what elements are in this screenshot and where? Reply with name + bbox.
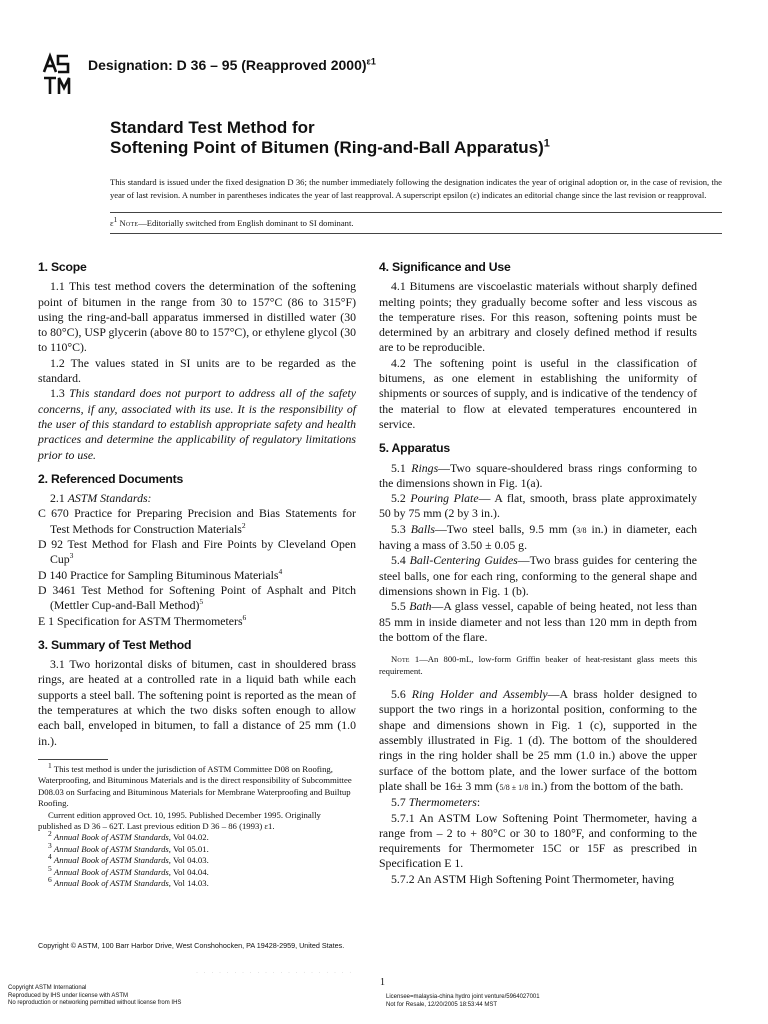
issued-note: This standard is issued under the fixed designation D 36; the number immediately following the designation indicates the year of original adoption or, in the case of revision, the year of last revision. A number in parentheses indicates the year of last reapproval. A superscript epsilon (ε) indicates an editorial change since the last revision or reapproval. bbox=[110, 177, 722, 200]
astm-logo bbox=[40, 52, 78, 98]
paragraph: 4.1 Bitumens are viscoelastic materials without sharply defined melting points; they gradually become softer and less viscous as the temperature rises. For this reason, softening points must be determined by an arbitrary and closely defined method if results are to be reproducible. bbox=[379, 279, 697, 355]
left-column bbox=[38, 260, 356, 758]
footer-license-right: Licensee=malaysia-china hydro joint venture/5964027001 Not for Resale, 12/20/2005 18:53:44 MST bbox=[386, 994, 540, 1008]
reference-item: C 670 Practice for Preparing Precision and Bias Statements for Test Methods for Construction Materials$^2$ bbox=[38, 506, 356, 536]
footnote: $^3$ Annual Book of ASTM Standards, Vol 05.01. bbox=[48, 840, 209, 854]
reference-item: E 1 Specification for ASTM Thermometers$^6$ bbox=[38, 612, 247, 628]
faint-watermark: · · · · · · · · · · · · · · · · · · · · · bbox=[196, 970, 354, 976]
paragraph: 3.1 Two horizontal disks of bitumen, cast in shouldered brass rings, are heated at a controlled rate in a liquid bath while each supports a steel ball. The softening point is reported as the mean of the temperatures at which the two disks soften enough to allow each ball, enveloped in bitumen, to fall a distance of 25 mm (1.0 in.). bbox=[38, 657, 356, 748]
section-summary bbox=[38, 638, 356, 749]
epsilon-note: $\varepsilon^1$ Note—Editorially switched from English dominant to SI dominant. bbox=[110, 215, 354, 228]
paragraph: 1.1 This test method covers the determination of the softening point of bitumen in the range from 30 to 157°C (86 to 315°F) using the ring-and-ball apparatus immersed in distilled water (30 to 80°C), USP glycerin (above 80 to 157°C), or ethylene glycol (30 to 110°C). bbox=[38, 279, 356, 355]
header-rule-top bbox=[110, 212, 722, 213]
reference-item: D 3461 Test Method for Softening Point of Asphalt and Pitch (Mettler Cup-and-Ball Method)$^5$ bbox=[38, 582, 356, 613]
paragraph: 5.7.2 An ASTM High Softening Point Thermometer, having bbox=[391, 871, 675, 886]
section-significance bbox=[379, 260, 697, 432]
footnotes bbox=[38, 761, 356, 889]
footnote: Current edition approved Oct. 10, 1995. Published December 1995. Originally published as D 36 – 62T. Last previous edition D 36 – 86 (1993) ε1. bbox=[38, 809, 321, 832]
reference-item: D 92 Test Method for Flash and Fire Points by Cleveland Open Cup$^3$ bbox=[38, 537, 356, 567]
paragraph: 5.2 Pouring Plate— A flat, smooth, brass plate approximately 50 by 75 mm (2 by 3 in.). bbox=[379, 491, 698, 521]
header-rule-bottom bbox=[110, 233, 722, 234]
footnote-rule bbox=[38, 759, 108, 760]
copyright-line: Copyright © ASTM, 100 Barr Harbor Drive, West Conshohocken, PA 19428-2959, United States. bbox=[38, 941, 345, 950]
footnote: $^2$ Annual Book of ASTM Standards, Vol 04.02. bbox=[48, 829, 209, 843]
section-scope bbox=[38, 260, 356, 463]
section-heading: 2. Referenced Documents bbox=[38, 471, 184, 486]
footer-license-left: Copyright ASTM International Reproduced by IHS under license with ASTM No reproduction or networking permitted without license from IHS bbox=[8, 985, 182, 1006]
section-heading: 1. Scope bbox=[38, 260, 87, 274]
paragraph: 5.7.1 An ASTM Low Softening Point Thermometer, having a range from – 2 to + 80°C or 30 to 180°F, and conforming to the requirements for Thermometer 15C or 15F as prescribed in Specification E 1. bbox=[379, 810, 697, 871]
section-referenced-documents bbox=[38, 472, 356, 629]
section-heading: 4. Significance and Use bbox=[379, 260, 511, 274]
paragraph: 5.1 Rings—Two square-shouldered brass rings conforming to the dimensions shown in Fig. 1(a). bbox=[379, 460, 698, 490]
footnote: $^5$ Annual Book of ASTM Standards, Vol 04.04. bbox=[48, 863, 209, 877]
reference-item: D 140 Practice for Sampling Bituminous Materials$^4$ bbox=[38, 566, 283, 582]
paragraph: 2.1 ASTM Standards: bbox=[50, 491, 152, 506]
page-number: 1 bbox=[380, 977, 385, 988]
title-line-1: Standard Test Method for bbox=[110, 118, 315, 137]
footnote: $^1$ This test method is under the jurisdiction of ASTM Committee D08 on Roofing, Waterproofing, and Bituminous Materials and is the direct responsibility of Subcommittee D08.03 on Surfacing and Bituminous Materials for Membrane Waterproofing and Builtup Roofing. bbox=[38, 761, 352, 809]
designation: Designation: D 36 – 95 (Reapproved 2000)$^{\varepsilon 1}$ bbox=[88, 56, 376, 73]
section-heading: 5. Apparatus bbox=[379, 441, 450, 456]
paragraph: 1.3 This standard does not purport to address all of the safety concerns, if any, associated with its use. It is the responsibility of the user of this standard to establish appropriate safety and health practices and determine the applicability of regulatory limitations prior to use. bbox=[38, 386, 356, 462]
document-title bbox=[110, 118, 690, 158]
footnote: $^4$ Annual Book of ASTM Standards, Vol 04.03. bbox=[48, 852, 209, 866]
paragraph: 5.6 Ring Holder and Assembly—A brass holder designed to support the two rings in a horizontal position, conforming to the shape and dimensions shown in Fig. 1 (c), supported in the assembly illustrated in Fig. 1 (d). The bottom of the shouldered rings in the ring holder shall be 25 mm (1.0 in.) above the upper surface of the bottom plate, and the lower surface of the bottom plate shall be 16± 3 mm (5/8 ± 1/8 in.) from the bottom of the bath. bbox=[379, 687, 697, 793]
paragraph: 5.5 Bath—A glass vessel, capable of being heated, not less than 85 mm in inside diameter and not less than 120 mm in depth from the bottom of the flare. bbox=[379, 599, 698, 644]
section-apparatus bbox=[379, 441, 697, 887]
paragraph: 5.7 Thermometers: bbox=[391, 795, 481, 810]
paragraph: 4.2 The softening point is useful in the classification of bitumens, as one element in establishing the uniformity of shipments or sources of supply, and is indicative of the tendency of the material to flow at elevated temperatures encountered in service. bbox=[379, 355, 697, 431]
section-heading: 3. Summary of Test Method bbox=[38, 637, 192, 652]
note-1: Note 1—An 800-mL, low-form Griffin beaker of heat-resistant glass meets this requirement. bbox=[379, 654, 697, 677]
paragraph: 5.4 Ball-Centering Guides—Two brass guides for centering the steel balls, one for each ring, conforming to the general shape and dimensions shown in Fig. 1 (b). bbox=[379, 553, 698, 598]
title-line-2: Softening Point of Bitumen (Ring-and-Ball Apparatus)$^1$ bbox=[110, 137, 550, 157]
footnote: $^6$ Annual Book of ASTM Standards, Vol 14.03. bbox=[48, 875, 209, 889]
paragraph: 5.3 Balls—Two steel balls, 9.5 mm (3/8 in.) in diameter, each having a mass of 3.50 ± 0.05 g. bbox=[379, 521, 697, 553]
right-column bbox=[379, 260, 697, 896]
paragraph: 1.2 The values stated in SI units are to be regarded as the standard. bbox=[38, 355, 356, 386]
